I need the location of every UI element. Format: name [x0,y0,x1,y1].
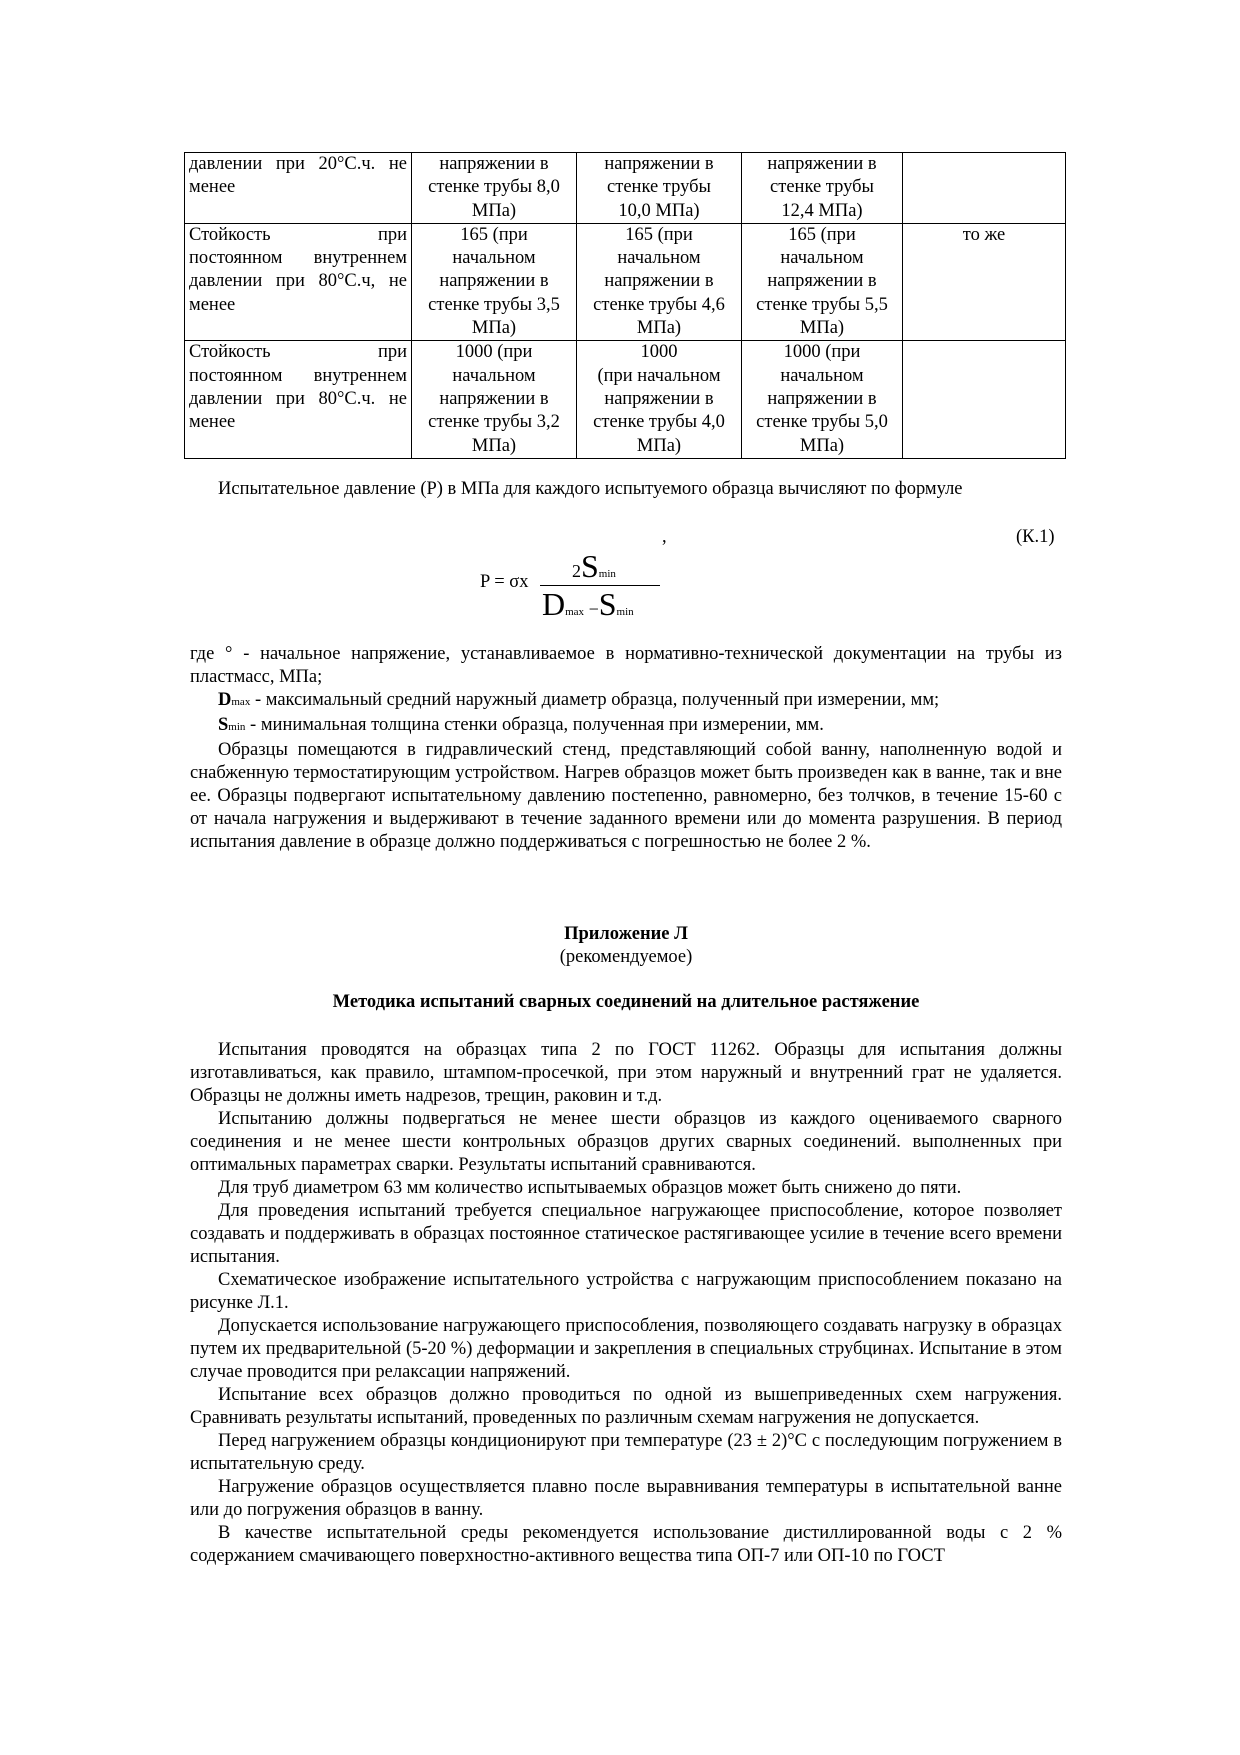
table-cell [412,341,577,458]
cell-line: стенке трубы 5,0 [756,412,888,433]
smin-sub: min [228,721,246,733]
paragraph: Испытанию должны подвергаться не менее шести образцов из каждого оцениваемого сварного соединения и не менее шести контрольных образцов других сварных соединений. выполненных при оптимальных параметрах сварки. Результаты испытаний сравниваются. [190,1109,1062,1175]
cell-line: начальном [452,248,536,269]
formula-num-sub: min [598,568,616,580]
cell-line: 165 (при [788,224,856,245]
stand-paragraph: Образцы помещаются в гидравлический стенд, представляющий собой ванну, наполненную водой и снабженную термостатирующим устройством. Нагрев образцов может быть произведен как в ванне, так и вне ее. Образцы подвергают испытательному давлению постепенно, равномерно, без толчков, в течение 15-60 с от начала нагружения и выдерживают в течение заданного времени или до момента разрушения. В период испытания давление в образце должно поддерживаться с погрешностью не более 2 %. [190,740,1062,852]
table-cell [903,153,1066,224]
cell-line: 165 (при [460,224,528,245]
cell-line: МПа) [471,318,517,339]
appendix-body [190,1039,1062,1568]
cell-line: начальном [617,248,701,269]
table-cell [742,153,903,224]
cell-line: (при начальном [597,365,721,386]
cell-line: Стойкость при [189,342,407,363]
formula-numerator [572,548,616,585]
paragraph: В качестве испытательной среды рекомендуется использование дистиллированной воды с 2 % содержанием смачивающего поверхностно-активного вещества типа ОП-7 или ОП-10 по ГОСТ [190,1523,1062,1566]
cell-line: стенке трубы 4,0 [593,412,725,433]
table-cell [577,223,742,340]
where-block [190,643,1062,854]
table-row [185,341,1066,458]
formula-lhs: P = σх [480,572,529,592]
table-row [185,223,1066,340]
cell-line: МПа) [471,200,517,221]
dmax-sub: max [231,696,251,708]
formula-den-sub1: max [565,606,585,618]
table-cell [577,153,742,224]
table-cell [742,223,903,340]
cell-line: стенке трубы 3,2 [428,412,560,433]
cell-line: 12,4 МПа) [781,200,863,221]
table-cell [742,341,903,458]
cell-line: Стойкость при [189,224,407,245]
cell-line: менее [189,177,236,198]
where-dmax [190,689,1062,714]
dmax-text: - максимальный средний наружный диаметр образца, полученный при измерении, мм; [250,690,940,710]
table-cell [185,341,412,458]
smin-symbol: S [218,715,229,735]
paragraph: Допускается использование нагружающего приспособления, позволяющего создавать нагрузку в образцах путем их предварительной (5-20 %) деформации и закрепления в специальных струбцинах. Испытание в этом случае проводится при релаксации напряжений. [190,1316,1062,1382]
formula-den-var2: S [598,586,617,622]
smin-text: - минимальная толщина стенки образца, полученная при измерении, мм. [245,715,824,735]
cell-line: стенке трубы 4,6 [593,294,725,315]
cell-line: напряжении в [604,388,714,409]
table-cell [412,153,577,224]
appendix-title: Приложение Л [564,924,688,944]
formula-den-sub2: min [616,606,634,618]
formula-num-coef: 2 [572,561,581,581]
appendix-heading: Методика испытаний сварных соединений на длительное растяжение [332,992,920,1012]
requirements-table [184,152,1066,459]
cell-line: напряжении в [439,388,549,409]
cell-line: напряжении в [604,271,714,292]
cell-line: стенке трубы 5,5 [756,294,888,315]
paragraph: Схематическое изображение испытательного устройства с нагружающим приспособлением показано на рисунке Л.1. [190,1270,1062,1313]
formula-den-op: − [588,599,599,619]
cell-line: МПа) [636,318,682,339]
cell-line: постоянном внутреннем [189,248,407,269]
cell-line: менее [189,412,236,433]
cell-line: напряжении в [767,271,877,292]
formula-number: (К.1) [1016,527,1055,547]
paragraph: Испытания проводятся на образцах типа 2 по ГОСТ 11262. Образцы для испытания должны изготавливаться, как правило, штампом-просечкой, при этом наружный и внутренний грат не удаляется. Образцы не должны иметь надрезов, трещин, раковин и т.д. [190,1040,1062,1106]
cell-line: напряжении в [604,154,714,174]
cell-line: начальном [780,248,864,269]
cell-line: МПа) [799,435,845,456]
formula-intro [190,478,1062,501]
cell-line: напряжении в [439,271,549,292]
cell-line: стенке трубы [770,177,874,198]
cell-line: стенке трубы [607,177,711,198]
table-cell [577,341,742,458]
dmax-symbol: D [218,690,232,710]
cell-line: напряжении в [439,154,549,174]
cell-line: стенке трубы 8,0 [428,177,560,198]
cell-line: МПа) [799,318,845,339]
cell-line: 10,0 МПа) [618,200,700,221]
cell-line: напряжении в [767,388,877,409]
paragraph: Перед нагружением образцы кондиционируют при температуре (23 ± 2)°С с последующим погружением в испытательную среду. [190,1431,1062,1474]
formula-num-var: S [581,548,599,584]
paragraph: Для труб диаметром 63 мм количество испытываемых образцов может быть снижено до пяти. [218,1178,962,1198]
cell-line: 1000 (при [783,342,861,363]
cell-line: начальном [780,365,864,386]
cell-line: давлении при 80°С.ч. не [189,388,407,409]
table-cell [903,223,1066,340]
cell-line: начальном [452,365,536,386]
cell-line: менее [189,294,236,315]
paragraph: Для проведения испытаний требуется специальное нагружающее приспособление, которое позволяет создавать и поддерживать в образцах постоянное статическое растягивающее усилие в течение всего времени испытания. [190,1201,1062,1267]
cell-line: постоянном внутреннем [189,365,407,386]
cell-line: давлении при 20°С.ч. не [189,154,407,174]
cell-line: МПа) [471,435,517,456]
paragraph: Нагружение образцов осуществляется плавно после выравнивания температуры в испытательной ванне или до погружения образцов в ванну. [190,1477,1062,1520]
table-cell [903,341,1066,458]
cell-line: напряжении в [767,154,877,174]
where-smin [190,714,1062,739]
formula-den-var1: D [542,586,566,622]
where-sigma: где ° - начальное напряжение, устанавливаемое в нормативно-технической документации на трубы из пластмасс, МПа; [190,644,1062,687]
cell-line: 165 (при [625,224,693,245]
cell-text: то же [962,224,1006,245]
table-row [185,153,1066,224]
table-cell [185,223,412,340]
cell-line: давлении при 80°С.ч, не [189,271,407,292]
cell-line: 1000 (при [455,342,533,363]
table-cell [412,223,577,340]
formula-comma: , [662,527,667,547]
formula-denominator [542,586,634,623]
cell-line: 1000 [640,342,678,363]
cell-line: МПа) [636,435,682,456]
appendix-subtitle: (рекомендуемое) [559,947,693,967]
paragraph: Испытание всех образцов должно проводиться по одной из вышеприведенных схем нагружения. Сравнивать результаты испытаний, проведенных по различным схемам нагружения не допускается. [190,1385,1062,1428]
table-cell [185,153,412,224]
pressure-formula [480,548,680,628]
cell-line: стенке трубы 3,5 [428,294,560,315]
formula-intro-text: Испытательное давление (P) в МПа для каждого испытуемого образца вычисляют по формуле [218,479,963,499]
